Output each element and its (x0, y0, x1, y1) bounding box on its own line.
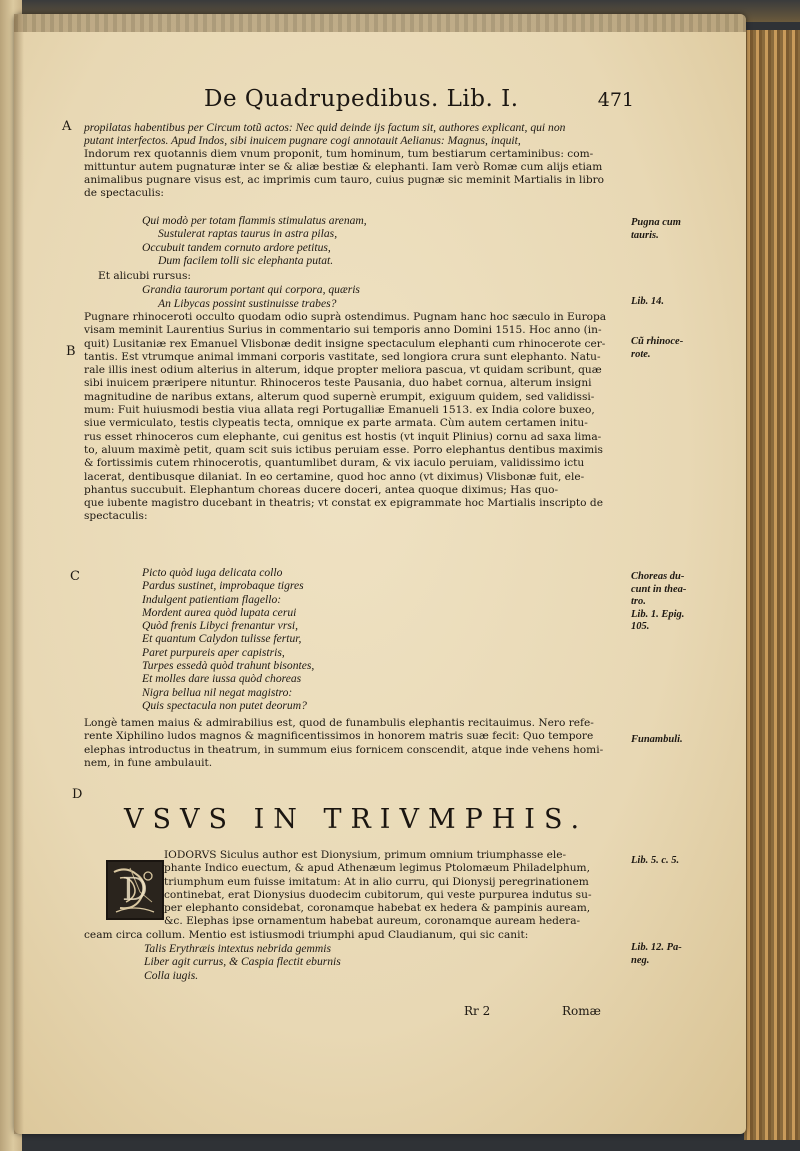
text-line: &c. Elephas ipse ornamentum habebat aureum, coronamque auream hedera- (164, 915, 581, 928)
margin-line: Cũ rhinoce- (631, 336, 684, 347)
margin-line: tauris. (631, 229, 659, 241)
text-line: phante Indico euectum, & apud Athenæum legimus Ptolomæum Philadelphum, (164, 862, 590, 875)
text-line: rale illis inest odium alterius in alterum, idque propter meliora pascua, vt quidam scribunt, quæ (84, 364, 602, 377)
verse-line: Grandia taurorum portant qui corpora, quæris (142, 283, 360, 297)
text-line: mittuntur autem pugnaturæ inter se & aliæ bestiæ & elephanti. Iam verò Romæ cum alijs etiam (84, 160, 603, 173)
text-line: visam meminit Laurentius Surius in commentario sui temporis anno Domini 1515. Hoc anno (in- (84, 324, 602, 337)
text-line: Indorum rex quotannis diem vnum proponit, tum hominum, tum bestiarum certaminibus: com- (84, 147, 594, 160)
line-alicubi (84, 270, 360, 310)
verse-line: Dum facilem tolli sic elephanta putat. (158, 253, 334, 267)
verse-1 (84, 214, 367, 267)
text-line: quit) Lusitaniæ rex Emanuel Vlisbonæ dedit insigne spectaculum elephanti cum rhinocerote cer- (84, 337, 606, 350)
text-line: to, aluum maximè petit, quam scit suis ictibus peruiam esse. Porro elephantus dentibus maximis (84, 443, 603, 456)
page-stack-edge (744, 30, 800, 1140)
text-line: continebat, erat Dionysius duodecim cubitorum, qui veste purpurea indutus su- (164, 888, 592, 901)
verse-3 (84, 566, 314, 712)
text-line: siue vermiculato, testis clypeatis tecta, omnique ex parte armata. Cùm autem certamen initu- (84, 417, 588, 430)
text-line: lacerat, dentibusque dilaniat. In eo certamine, quod hoc anno (vt diximus) Vlisbonæ fuit, ele- (84, 470, 585, 483)
text-line: Pugnare rhinoceroti occulto quodam odio suprà ostendimus. Pugnam hanc hoc sæculo in Europa (84, 311, 607, 323)
margin-line: neg. (631, 954, 650, 966)
signature-mark: Rr 2 (464, 1004, 491, 1018)
verse-line: Et quantum Calydon tulisse fertur, (142, 632, 302, 646)
section-letter-b: B (66, 344, 76, 359)
text-line: sibi inuicem præripere nituntur. Rhinoceros teste Pausania, duo habet cornua, alterum insigni (84, 377, 592, 390)
text-line: propilatas habentibus per Circum totũ actos: Nec quid deinde ijs factum sit, authores explicant, qui non (84, 121, 566, 134)
text-line: de spectaculis: (84, 187, 164, 200)
margin-line: Lib. 5. c. 5. (631, 855, 680, 866)
paragraph-2 (84, 311, 606, 524)
verse-line: Turpes essedà quòd trahunt bisontes, (142, 659, 315, 673)
margin-line: Funambuli. (631, 734, 683, 745)
verse-line: An Libycas possint sustinuisse trabes? (158, 296, 337, 310)
running-header (204, 86, 634, 112)
text-line: elephas introductus in theatrum, in summum eius fornicem conscendit, atque inde vehens homi- (84, 743, 604, 756)
text-line: mum: Fuit huiusmodi bestia viua allata regi Portugalliæ Emanueli 1513. ex India colore buxeo, (84, 404, 595, 417)
text-line: Longè tamen maius & admirabilius est, quod de funambulis elephantis recitauimus. Nero refe- (84, 717, 594, 729)
page-number: 471 (597, 89, 634, 111)
margin-note-lib14 (631, 296, 664, 309)
paragraph-1 (84, 121, 604, 201)
margin-line: cunt in thea- (631, 583, 687, 595)
text-line: magnitudine de naribus extans, alterum quod supernè erumpit, exiguum quidem, sed validissi- (84, 390, 595, 403)
paragraph-3 (84, 717, 603, 770)
verse-line: Paret purpureis aper capistris, (142, 645, 285, 659)
verse-line: Occubuit tandem cornuto ardore petitus, (142, 240, 331, 254)
verse-line: Indulgent patientiam flagello: (142, 592, 282, 606)
section-letter-c: C (70, 569, 80, 584)
text-line: per elephanto considebat, coronamque habebat ex hedera & pampinis auream, (164, 902, 591, 915)
margin-line: 105. (631, 621, 650, 632)
margin-note-pugna (631, 217, 681, 242)
verse-line: Et molles dare iussa quòd choreas (142, 672, 302, 686)
margin-line: Pugna cum (631, 217, 681, 228)
margin-line: Choreas du- (631, 571, 685, 582)
margin-note-funambuli (631, 734, 683, 747)
verse-line: Picto quòd iuga delicata collo (142, 566, 283, 579)
paragraph-4 (84, 849, 592, 982)
running-title: De Quadrupedibus. Lib. I. (204, 86, 519, 112)
text-line: nem, in fune ambulauit. (84, 756, 213, 769)
text-line: IODORVS Siculus author est Dionysium, primum omnium triumphasse ele- (164, 849, 567, 861)
text-line: Et alicubi rursus: (98, 270, 191, 282)
section-letter-d: D (72, 787, 83, 802)
text-line: & fortissimis cutem rhinocerotis, quantumlibet duram, & vix iaculo peruiam, validissimo ictu (84, 457, 585, 470)
text-line: rus esset rhinoceros cum elephante, cui genitus est hostis (vt inquit Plinius) cornu ad saxa lima- (84, 430, 602, 443)
text-line: phantus succubuit. Elephantum choreas ducere doceri, antea quoque diximus; Has quo- (84, 483, 559, 496)
catchword: Romæ (562, 1004, 601, 1018)
section-heading: VSVS IN TRIVMPHIS. (124, 804, 589, 835)
verse-line: Liber agit currus, & Caspia flectit eburnis (144, 955, 341, 969)
text-line: que iubente magistro ducebant in theatris; vt constat ex epigrammate hoc Martialis inscripto de (84, 497, 603, 510)
verse-line: Nigra bellua nil negat magistro: (142, 685, 293, 699)
text-line: spectaculis: (84, 510, 148, 523)
verse-line: Colla iugis. (144, 968, 199, 982)
text-line: tantis. Est vtrumque animal immani corporis vastitate, sed longiora crura sunt elephanto. Natu- (84, 350, 601, 363)
verse-line: Talis Erythræis intextus nebrida gemmis (144, 942, 332, 956)
text-line: rente Xiphilino ludos magnos & magnificentissimos in honorem matris suæ fecit: Quo tempore (84, 730, 594, 743)
verse-line: Sustulerat raptas taurus in astra pilas, (158, 227, 338, 241)
margin-line: rote. (631, 348, 651, 360)
margin-note-choreas (631, 571, 686, 634)
margin-line: Lib. 12. Pa- (631, 942, 682, 953)
section-letter-a: A (62, 119, 72, 134)
margin-note-lib12 (631, 942, 682, 967)
svg-text:D: D (122, 870, 148, 908)
text-line: animalibus pugnare visus est, ac imprimis cum tauro, cuius pugnæ sic meminit Martialis in libro (84, 174, 605, 187)
verse-line: Quòd frenis Libyci frenantur vrsi, (142, 619, 298, 633)
text-line: putant interfectos. Apud Indos, sibi inuicem pugnare cogi annotauit Aelianus: Magnus, inquit, (84, 134, 521, 148)
margin-line: Lib. 1. Epig. (631, 608, 685, 620)
book-page (14, 14, 746, 1134)
text-line: ceam circa collum. Mentio est istiusmodi triumphi apud Claudianum, qui sic canit: (84, 928, 529, 941)
margin-line: tro. (631, 596, 646, 607)
margin-line: Lib. 14. (631, 296, 664, 307)
margin-note-rhinoceros (631, 336, 683, 361)
text-line: triumphum eum fuisse imitatum: At in alio curru, qui Dionysij peregrinationem (164, 875, 589, 888)
verse-line: Mordent aurea quòd lupata cerui (142, 605, 297, 619)
verse-line: Pardus sustinet, improbaque tigres (142, 579, 304, 593)
margin-note-lib5 (631, 855, 679, 868)
verse-line: Qui modò per totam flammis stimulatus arenam, (142, 214, 367, 227)
verse-line: Quis spectacula non putet deorum? (142, 698, 307, 712)
